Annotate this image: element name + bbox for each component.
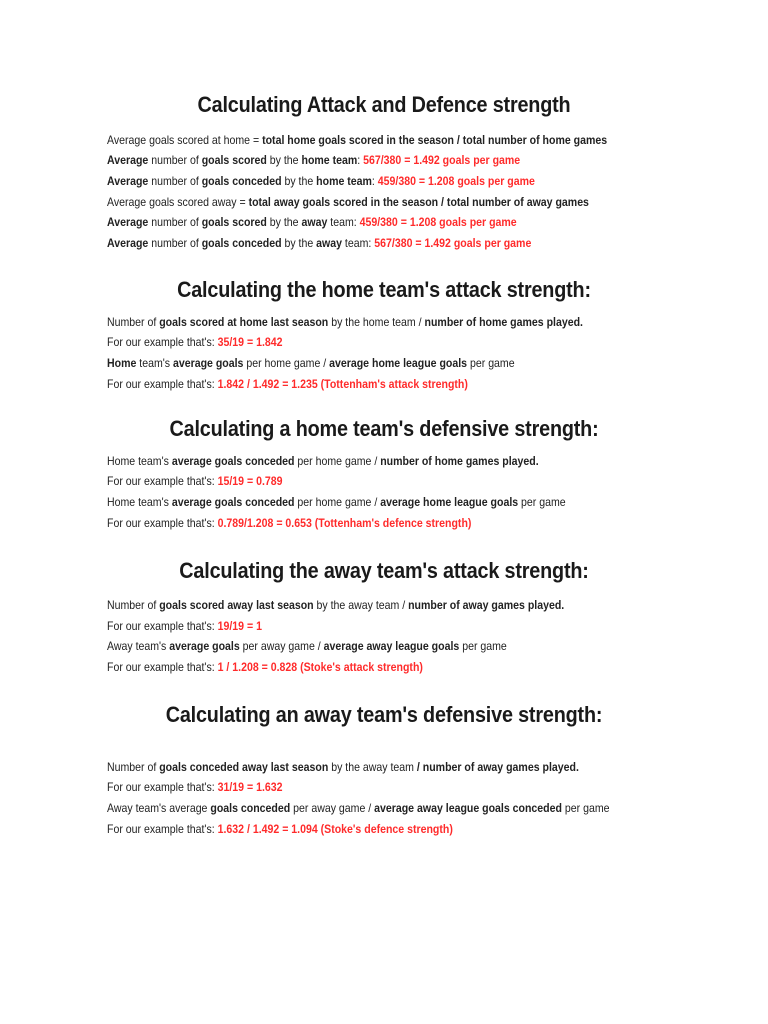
emphasis-text: goals scored (201, 153, 267, 167)
section-heading: Calculating Attack and Defence strength (197, 92, 571, 117)
emphasis-text: total away goals scored in the season / total number of away games (248, 195, 589, 209)
body-text: For our example that's: (107, 619, 218, 633)
section-heading: Calculating an away team's defensive strength: (165, 702, 603, 727)
text-line (107, 760, 579, 774)
emphasis-text: total home goals scored in the season / total number of home games (262, 133, 608, 147)
body-text: For our example that's: (107, 822, 218, 836)
body-text: Home team's (107, 454, 172, 468)
body-text: per game (467, 356, 515, 370)
body-text: per home game / (294, 454, 381, 468)
example-result-text: 567/380 = 1.492 goals per game (363, 153, 521, 167)
text-line (107, 215, 517, 229)
text-line (107, 335, 282, 349)
body-text: Away team's (107, 639, 170, 653)
text-line (107, 174, 535, 188)
body-text: For our example that's: (107, 516, 218, 530)
body-text: number of (148, 236, 202, 250)
body-text: team's (136, 356, 173, 370)
body-text: Number of (107, 315, 160, 329)
section-heading: Calculating the home team's attack strength: (177, 277, 591, 302)
body-text: per game (459, 639, 507, 653)
body-text: per away game / (239, 639, 324, 653)
body-text: by the away team / (313, 598, 409, 612)
emphasis-text: away (316, 236, 343, 250)
text-line (107, 153, 520, 167)
body-text: Number of (107, 598, 160, 612)
emphasis-text: average goals (169, 639, 240, 653)
body-text: per away game / (290, 801, 375, 815)
text-line (107, 660, 423, 674)
emphasis-text: Average (107, 236, 149, 250)
body-text: For our example that's: (107, 335, 218, 349)
body-text: number of (148, 153, 202, 167)
text-line (107, 454, 539, 468)
text-line (107, 780, 282, 794)
section-heading: Calculating the away team's attack strength: (179, 558, 589, 583)
text-line (107, 516, 471, 530)
example-result-text: 15/19 = 0.789 (217, 474, 283, 488)
text-line (107, 315, 583, 329)
emphasis-text: goals conceded (201, 236, 282, 250)
body-text: team: (342, 236, 375, 250)
text-line (107, 495, 566, 509)
body-text: by the home team / (328, 315, 425, 329)
body-text: number of (148, 215, 202, 229)
body-text: team: (327, 215, 360, 229)
example-result-text: 1.632 / 1.492 = 1.094 (Stoke's defence strength) (217, 822, 453, 836)
body-text: Away team's average (107, 801, 211, 815)
emphasis-text: goals scored at home last season (159, 315, 329, 329)
body-text: : (371, 174, 378, 188)
emphasis-text: average home league goals (329, 356, 468, 370)
emphasis-text: average home league goals (380, 495, 519, 509)
body-text: by the away team (328, 760, 417, 774)
body-text: by the (281, 236, 317, 250)
example-result-text: 459/380 = 1.208 goals per game (377, 174, 535, 188)
emphasis-text: goals conceded (210, 801, 291, 815)
text-line (107, 474, 282, 488)
section-heading: Calculating a home team's defensive strength: (169, 416, 599, 441)
body-text: For our example that's: (107, 780, 218, 794)
emphasis-text: / number of away games played. (416, 760, 579, 774)
text-line (107, 236, 531, 250)
text-line (107, 133, 607, 147)
emphasis-text: average away league goals conceded (374, 801, 562, 815)
body-text: Home team's (107, 495, 172, 509)
body-text: per home game / (294, 495, 381, 509)
body-text: by the (266, 153, 302, 167)
body-text: For our example that's: (107, 377, 218, 391)
example-result-text: 0.789/1.208 = 0.653 (Tottenham's defence strength) (217, 516, 472, 530)
body-text: Number of (107, 760, 160, 774)
emphasis-text: home team (301, 153, 358, 167)
emphasis-text: goals conceded away last season (159, 760, 329, 774)
example-result-text: 35/19 = 1.842 (217, 335, 283, 349)
emphasis-text: average goals conceded (171, 495, 295, 509)
body-text: by the (266, 215, 302, 229)
text-line (107, 377, 468, 391)
emphasis-text: Average (107, 215, 149, 229)
example-result-text: 459/380 = 1.208 goals per game (359, 215, 517, 229)
body-text: Average goals scored away = (107, 195, 249, 209)
emphasis-text: away (301, 215, 328, 229)
body-text: per home game / (243, 356, 330, 370)
body-text: number of (148, 174, 202, 188)
example-result-text: 31/19 = 1.632 (217, 780, 283, 794)
body-text: For our example that's: (107, 474, 218, 488)
emphasis-text: home team (316, 174, 372, 188)
text-line (107, 822, 453, 836)
emphasis-text: average goals conceded (171, 454, 295, 468)
emphasis-text: goals conceded (201, 174, 282, 188)
text-line (107, 356, 515, 370)
body-text: per game (561, 801, 610, 815)
emphasis-text: number of home games played. (424, 315, 583, 329)
emphasis-text: Average (107, 174, 149, 188)
body-text: by the (281, 174, 317, 188)
example-result-text: 1.842 / 1.492 = 1.235 (Tottenham's attack strength) (217, 377, 468, 391)
body-text: Average goals scored at home = (107, 133, 263, 147)
text-line (107, 639, 507, 653)
body-text: : (357, 153, 364, 167)
text-line (107, 598, 564, 612)
example-result-text: 1 / 1.208 = 0.828 (Stoke's attack strength) (217, 660, 423, 674)
example-result-text: 567/380 = 1.492 goals per game (374, 236, 532, 250)
emphasis-text: average goals (172, 356, 244, 370)
emphasis-text: goals scored away last season (159, 598, 314, 612)
emphasis-text: Home (107, 356, 137, 370)
text-line (107, 195, 589, 209)
text-line (107, 801, 610, 815)
text-line (107, 619, 262, 633)
emphasis-text: number of away games played. (408, 598, 565, 612)
example-result-text: 19/19 = 1 (217, 619, 262, 633)
emphasis-text: goals scored (201, 215, 267, 229)
body-text: per game (518, 495, 566, 509)
emphasis-text: Average (107, 153, 149, 167)
body-text: For our example that's: (107, 660, 218, 674)
emphasis-text: number of home games played. (380, 454, 539, 468)
emphasis-text: average away league goals (323, 639, 460, 653)
